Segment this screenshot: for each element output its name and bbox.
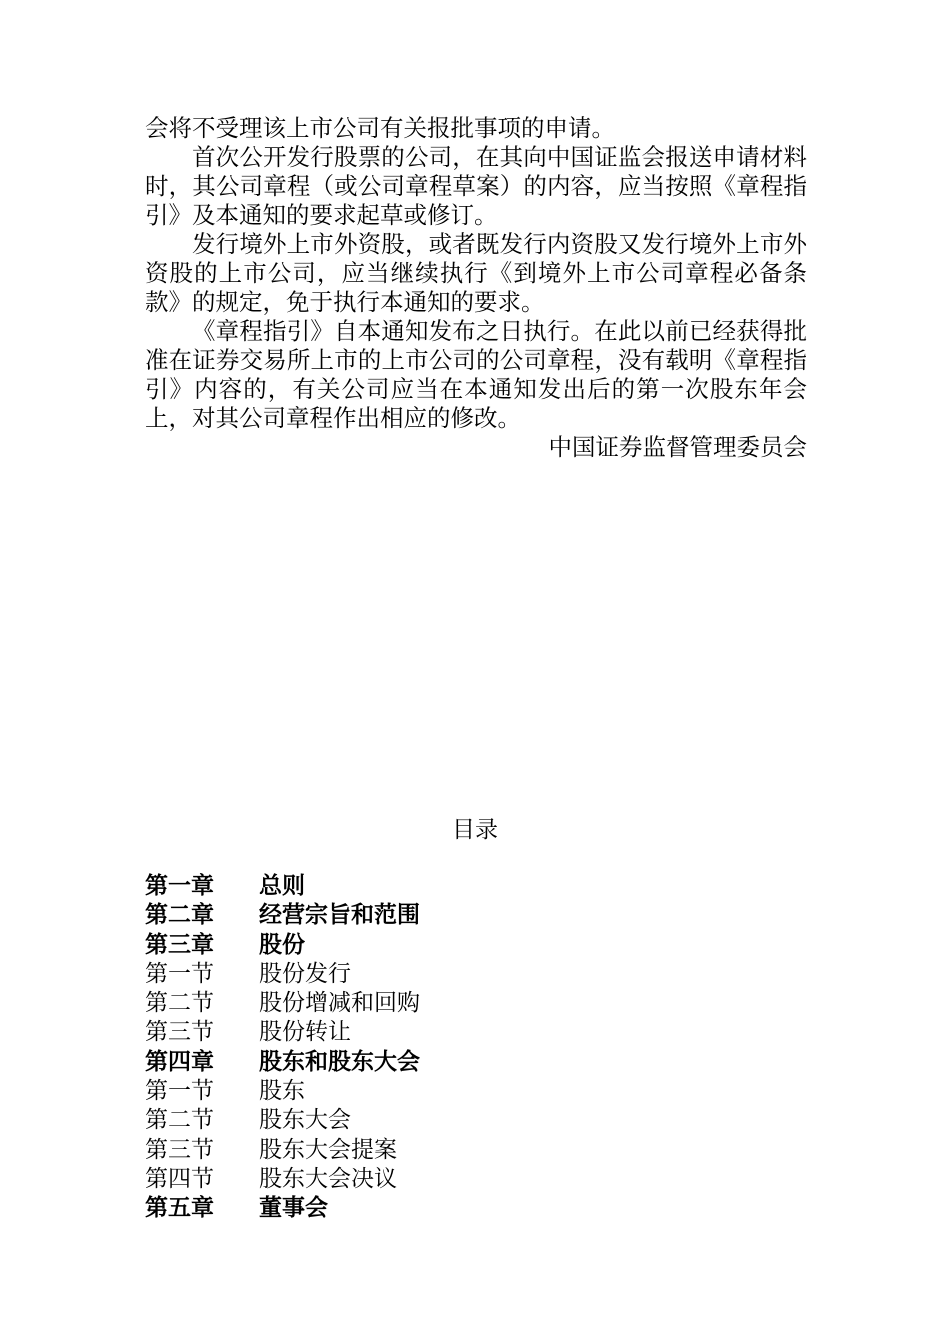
- toc-number: 第一章: [145, 873, 214, 899]
- toc-number: 第四章: [145, 1048, 214, 1075]
- toc-number: 第四节: [145, 1165, 214, 1192]
- issuer-signature: 中国证券监督管理委员会: [548, 433, 807, 461]
- toc-chapter: [145, 1048, 645, 1077]
- toc-entry-title: 股份转让: [259, 1019, 351, 1046]
- toc-section: [145, 1018, 645, 1047]
- toc-number: 第三章: [145, 931, 214, 958]
- toc-number: 第二节: [145, 1107, 214, 1134]
- toc-section: [145, 989, 645, 1018]
- table-of-contents: [145, 872, 645, 1224]
- toc-entry-title: 股东: [259, 1078, 305, 1105]
- toc-section: [145, 1077, 645, 1106]
- toc-section: [145, 960, 645, 989]
- toc-entry-title: 总则: [259, 873, 305, 899]
- toc-number: 第二节: [145, 990, 214, 1017]
- paragraph-effective-date: 《章程指引》自本通知发布之日执行。在此以前已经获得批准在证券交易所上市的上市公司的公司章程，没有载明《章程指引》内容的，有关公司应当在本通知发出后的第一次股东年会上，对其公司章程作出相应的修改。: [145, 317, 807, 432]
- toc-entry-title: 股份发行: [259, 960, 351, 987]
- toc-number: 第三节: [145, 1019, 214, 1046]
- toc-number: 第五章: [145, 1195, 214, 1222]
- toc-chapter: [145, 901, 645, 930]
- toc-number: 第一节: [145, 960, 214, 987]
- toc-section: [145, 1106, 645, 1135]
- toc-section: [145, 1165, 645, 1194]
- toc-chapter: [145, 931, 645, 960]
- toc-title: 目录: [452, 817, 498, 843]
- toc-entry-title: 经营宗旨和范围: [259, 902, 420, 929]
- toc-entry-title: 股份增减和回购: [259, 990, 420, 1017]
- toc-entry-title: 股份: [259, 931, 305, 958]
- toc-chapter: [145, 872, 645, 901]
- toc-number: 第三节: [145, 1136, 214, 1163]
- paragraph-ipo-companies: 首次公开发行股票的公司，在其向中国证监会报送申请材料时，其公司章程（或公司章程草案）的内容，应当按照《章程指引》及本通知的要求起草或修订。: [145, 143, 807, 229]
- toc-entry-title: 董事会: [259, 1195, 328, 1222]
- toc-entry-title: 股东大会提案: [259, 1136, 397, 1163]
- paragraph-overseas-listed: 发行境外上市外资股，或者既发行内资股又发行境外上市外资股的上市公司，应当继续执行《到境外上市公司章程必备条款》的规定，免于执行本通知的要求。: [145, 230, 807, 316]
- toc-chapter: [145, 1194, 645, 1223]
- toc-number: 第一节: [145, 1078, 214, 1105]
- notice-body: [145, 114, 807, 462]
- toc-number: 第二章: [145, 902, 214, 929]
- toc-section: [145, 1136, 645, 1165]
- toc-entry-title: 股东大会: [259, 1107, 351, 1134]
- toc-entry-title: 股东大会决议: [259, 1165, 397, 1192]
- toc-entry-title: 股东和股东大会: [259, 1048, 420, 1075]
- paragraph-continuation: 会将不受理该上市公司有关报批事项的申请。: [145, 114, 615, 142]
